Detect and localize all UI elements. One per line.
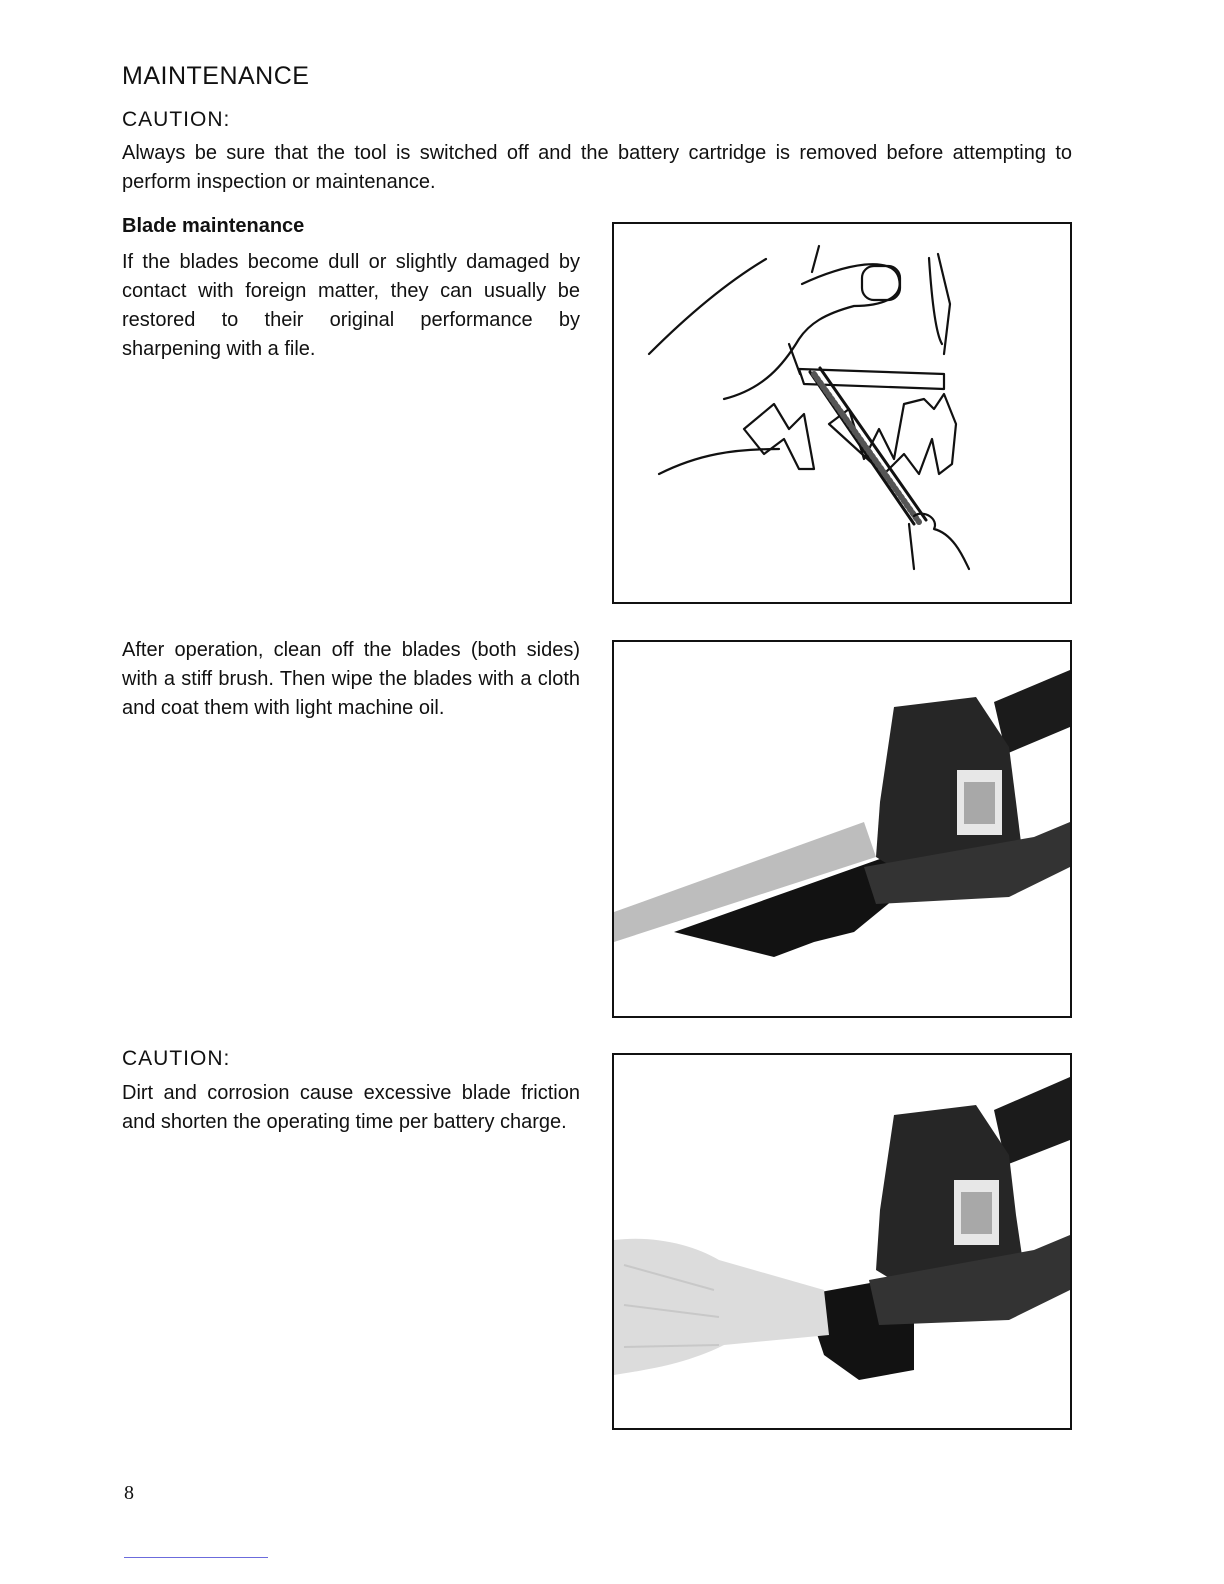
page-title: MAINTENANCE xyxy=(122,62,310,90)
cleaning-text: After operation, clean off the blades (both sides) with a stiff brush. Then wipe the blades with a cloth and coat them with light machine oil. xyxy=(122,639,580,719)
blade-maintenance-heading: Blade maintenance xyxy=(122,215,305,237)
caution-label: CAUTION: xyxy=(122,108,231,131)
page-number: 8 xyxy=(124,1482,134,1504)
blade-maintenance-text: If the blades become dull or slightly damaged by contact with foreign matter, they can usually be restored to their original performance by sharpening with a file. xyxy=(122,251,580,360)
footer-rule xyxy=(124,1557,268,1558)
second-caution-text: Dirt and corrosion cause excessive blade friction and shorten the operating time per battery charge. xyxy=(122,1082,580,1133)
blade-sharpening-illustration xyxy=(612,222,1072,604)
second-caution-label: CAUTION: xyxy=(122,1047,231,1070)
oiled-blade-photo xyxy=(612,1053,1072,1430)
caution-text: Always be sure that the tool is switched off and the battery cartridge is removed before attempting to perform inspection or maintenance. xyxy=(122,142,1072,193)
cleaned-blade-photo xyxy=(612,640,1072,1018)
